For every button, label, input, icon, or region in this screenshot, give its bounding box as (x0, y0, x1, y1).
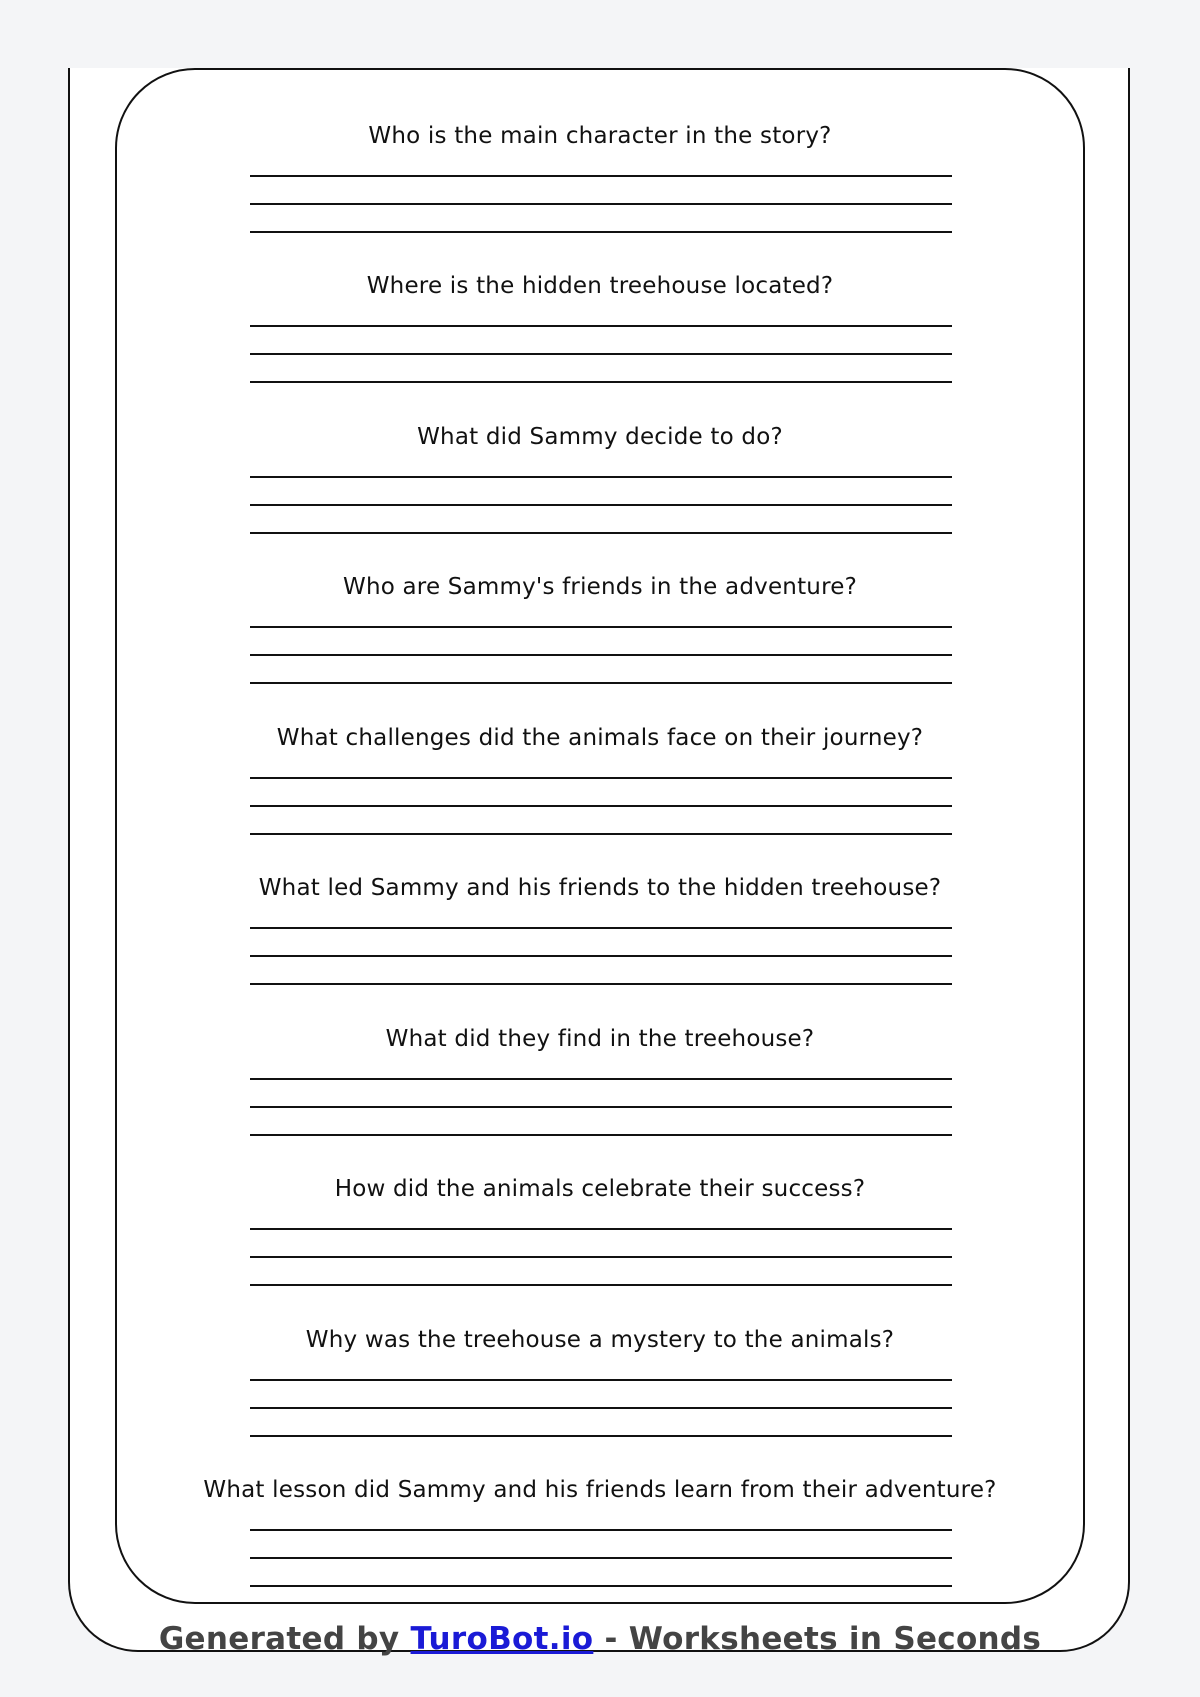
answer-line[interactable] (250, 1557, 952, 1559)
answer-line[interactable] (250, 927, 952, 929)
question-text: Who are Sammy's friends in the adventure? (343, 574, 857, 600)
answer-line[interactable] (250, 1228, 952, 1230)
question-text: What did Sammy decide to do? (417, 424, 783, 450)
answer-line[interactable] (250, 626, 952, 628)
footer-prefix: Generated by (158, 1621, 411, 1657)
answer-line[interactable] (250, 1256, 952, 1258)
answer-line[interactable] (250, 1284, 952, 1286)
question-text: Who is the main character in the story? (368, 123, 832, 149)
answer-line[interactable] (250, 654, 952, 656)
answer-line[interactable] (250, 231, 952, 233)
question-text: What challenges did the animals face on their journey? (276, 725, 924, 751)
answer-line[interactable] (250, 1379, 952, 1381)
answer-line[interactable] (250, 777, 952, 779)
answer-line[interactable] (250, 532, 952, 534)
answer-line[interactable] (250, 955, 952, 957)
answer-line[interactable] (250, 1134, 952, 1136)
question-text: What did they find in the treehouse? (385, 1026, 815, 1052)
footer-credit (0, 1620, 1200, 1658)
answer-line[interactable] (250, 476, 952, 478)
answer-line[interactable] (250, 381, 952, 383)
answer-line[interactable] (250, 1529, 952, 1531)
question-text: What led Sammy and his friends to the hidden treehouse? (258, 875, 942, 901)
answer-line[interactable] (250, 203, 952, 205)
answer-line[interactable] (250, 504, 952, 506)
answer-line[interactable] (250, 175, 952, 177)
question-text: Why was the treehouse a mystery to the animals? (305, 1327, 895, 1353)
answer-line[interactable] (250, 833, 952, 835)
answer-line[interactable] (250, 682, 952, 684)
answer-line[interactable] (250, 1585, 952, 1587)
answer-line[interactable] (250, 1106, 952, 1108)
answer-line[interactable] (250, 353, 952, 355)
footer-suffix: - Worksheets in Seconds (593, 1621, 1042, 1657)
question-text: Where is the hidden treehouse located? (366, 273, 834, 299)
answer-line[interactable] (250, 983, 952, 985)
answer-line[interactable] (250, 805, 952, 807)
turobot-link[interactable]: TuroBot.io (410, 1621, 594, 1657)
answer-line[interactable] (250, 1435, 952, 1437)
question-text: What lesson did Sammy and his friends learn from their adventure? (203, 1477, 997, 1503)
answer-line[interactable] (250, 325, 952, 327)
question-text: How did the animals celebrate their success? (334, 1176, 866, 1202)
answer-line[interactable] (250, 1078, 952, 1080)
answer-line[interactable] (250, 1407, 952, 1409)
